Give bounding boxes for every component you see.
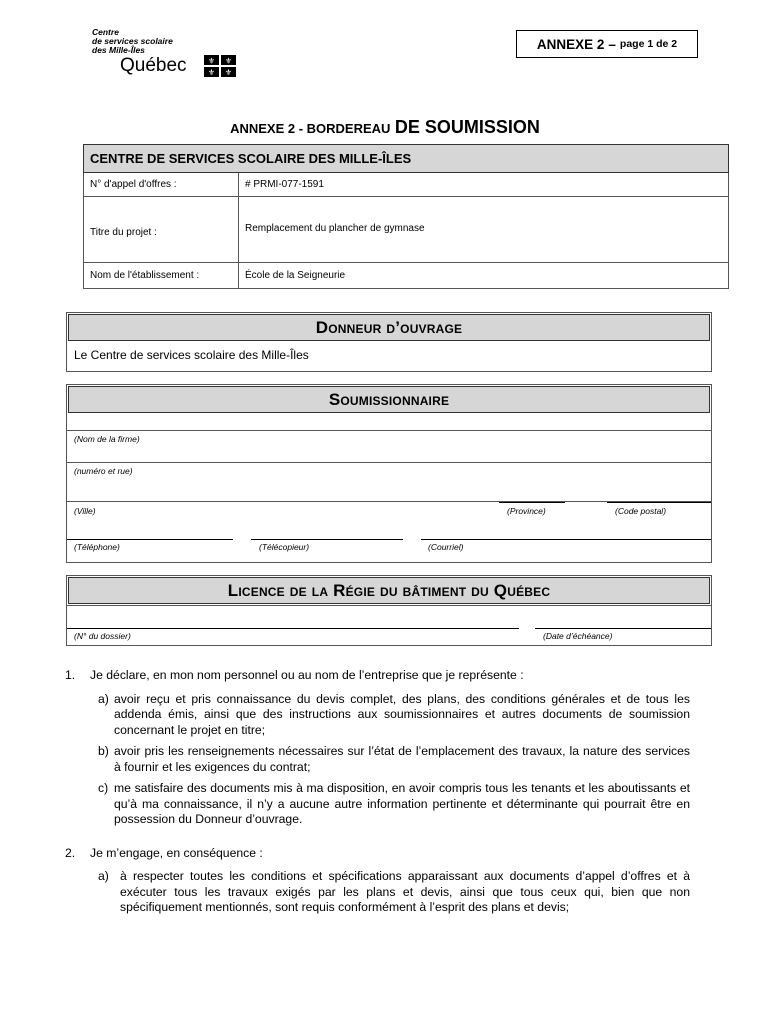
donneur-section	[66, 312, 712, 372]
firm-name-label: (Nom de la firme)	[74, 434, 140, 444]
project-title-value: Remplacement du plancher de gymnase	[239, 197, 729, 263]
soumissionnaire-heading: Soumissionnaire	[68, 386, 710, 413]
sub-text: avoir pris les renseignements nécessaires sur l’état de l’emplacement des travaux, la nature des services à fournir et les exigences du contrat;	[114, 744, 690, 774]
expiry-date-underline[interactable]	[535, 628, 711, 629]
soumissionnaire-section	[66, 384, 712, 563]
project-info-table	[83, 144, 729, 289]
clause-1-a	[98, 692, 690, 739]
donneur-text: Le Centre de services scolaire des Mille-Îles	[74, 348, 309, 362]
email-label: (Courriel)	[428, 542, 464, 552]
fleur-de-lys-flag-icon	[204, 55, 236, 77]
postal-code-underline[interactable]	[607, 502, 711, 503]
licence-heading: Licence de la Régie du bâtiment du Québec	[68, 577, 710, 604]
declaration-clauses	[60, 668, 690, 916]
clause-1-b	[98, 744, 690, 775]
phone-label: (Téléphone)	[74, 542, 120, 552]
sub-letter: a)	[98, 869, 109, 883]
email-underline[interactable]	[421, 539, 711, 540]
contact-row	[67, 539, 711, 561]
city-province-postal-row	[67, 501, 711, 539]
quebec-logo	[92, 28, 252, 84]
svg-text:⚜: ⚜	[207, 56, 216, 66]
annexe-dash: –	[608, 36, 616, 52]
clause-1-c	[98, 781, 690, 828]
project-table-header: CENTRE DE SERVICES SCOLAIRE DES MILLE-ÎLES	[84, 145, 729, 173]
postal-code-label: (Code postal)	[615, 506, 667, 516]
sub-letter: b)	[98, 744, 109, 758]
province-underline[interactable]	[499, 502, 565, 503]
sub-letter: a)	[98, 691, 109, 706]
licence-fields-row	[67, 605, 711, 645]
donneur-heading: Donneur d’ouvrage	[68, 314, 710, 341]
city-label: (Ville)	[74, 506, 96, 516]
phone-underline[interactable]	[67, 539, 233, 540]
street-field[interactable]	[67, 462, 711, 501]
establishment-label: Nom de l'établissement :	[84, 263, 239, 289]
clause-number: 2.	[65, 845, 76, 860]
logo-wordmark: Québec	[120, 55, 187, 76]
annexe-page-number: page 1 de 2	[619, 38, 678, 50]
logo-line-1: Centre	[92, 27, 119, 37]
expiry-date-label: (Date d’échéance)	[543, 631, 613, 641]
sub-text: me satisfaire des documents mis à ma disposition, en avoir compris tous les tenants et les aboutissants et qu’à ma connaissance, il n’y a aucune autre information pertinente et déterminante qui pourrait être en possession du Donneur d’ouvrage.	[114, 781, 690, 826]
annexe-page-box	[516, 30, 698, 58]
annexe-label: ANNEXE 2	[536, 36, 605, 52]
licence-number-underline[interactable]	[67, 628, 519, 629]
licence-section	[66, 575, 712, 646]
title-part-1: ANNEXE 2 - BORDEREAU	[230, 121, 391, 136]
tender-number-label: N° d'appel d'offres :	[84, 173, 239, 197]
document-title	[0, 117, 770, 138]
tender-number-value: # PRMI-077-1591	[239, 173, 729, 197]
province-label: (Province)	[507, 506, 546, 516]
clause-text: Je déclare, en mon nom personnel ou au nom de l’entreprise que je représente :	[90, 668, 524, 682]
logo-line-2: de services scolaire	[92, 36, 173, 46]
title-part-2: DE SOUMISSION	[394, 117, 540, 137]
project-title-label: Titre du projet :	[84, 197, 239, 263]
fax-underline[interactable]	[251, 539, 403, 540]
sub-text: à respecter toutes les conditions et spécifications apparaissant aux documents d’appel d’offres et à exécuter tous les travaux exigés par les plans et devis, ainsi que tous ceux qui, bien que non spécifiquement mentionnés, sont requis conformément à l’esprit des plans et devis;	[120, 869, 690, 914]
sub-text: avoir reçu et pris connaissance du devis complet, des plans, des conditions générales et de tous les addenda émis, ainsi que des instructions aux soumissionnaires et autres documents de soumission concernant le projet en titre;	[114, 691, 690, 737]
svg-text:⚜: ⚜	[224, 56, 233, 66]
svg-text:⚜: ⚜	[224, 68, 233, 77]
clause-1	[60, 668, 690, 684]
svg-text:⚜: ⚜	[207, 68, 216, 77]
clause-number: 1.	[65, 668, 76, 682]
clause-text: Je m’engage, en conséquence :	[90, 845, 263, 860]
firm-name-field[interactable]	[67, 430, 711, 462]
street-label: (numéro et rue)	[74, 466, 133, 476]
establishment-value: École de la Seigneurie	[239, 263, 729, 289]
clause-2	[60, 846, 690, 862]
licence-number-label: (N° du dossier)	[74, 631, 131, 641]
sub-letter: c)	[98, 781, 109, 795]
clause-2-a	[98, 869, 690, 916]
fax-label: (Télécopieur)	[259, 542, 310, 552]
logo-line-3: des Mille-Îles	[92, 45, 145, 55]
